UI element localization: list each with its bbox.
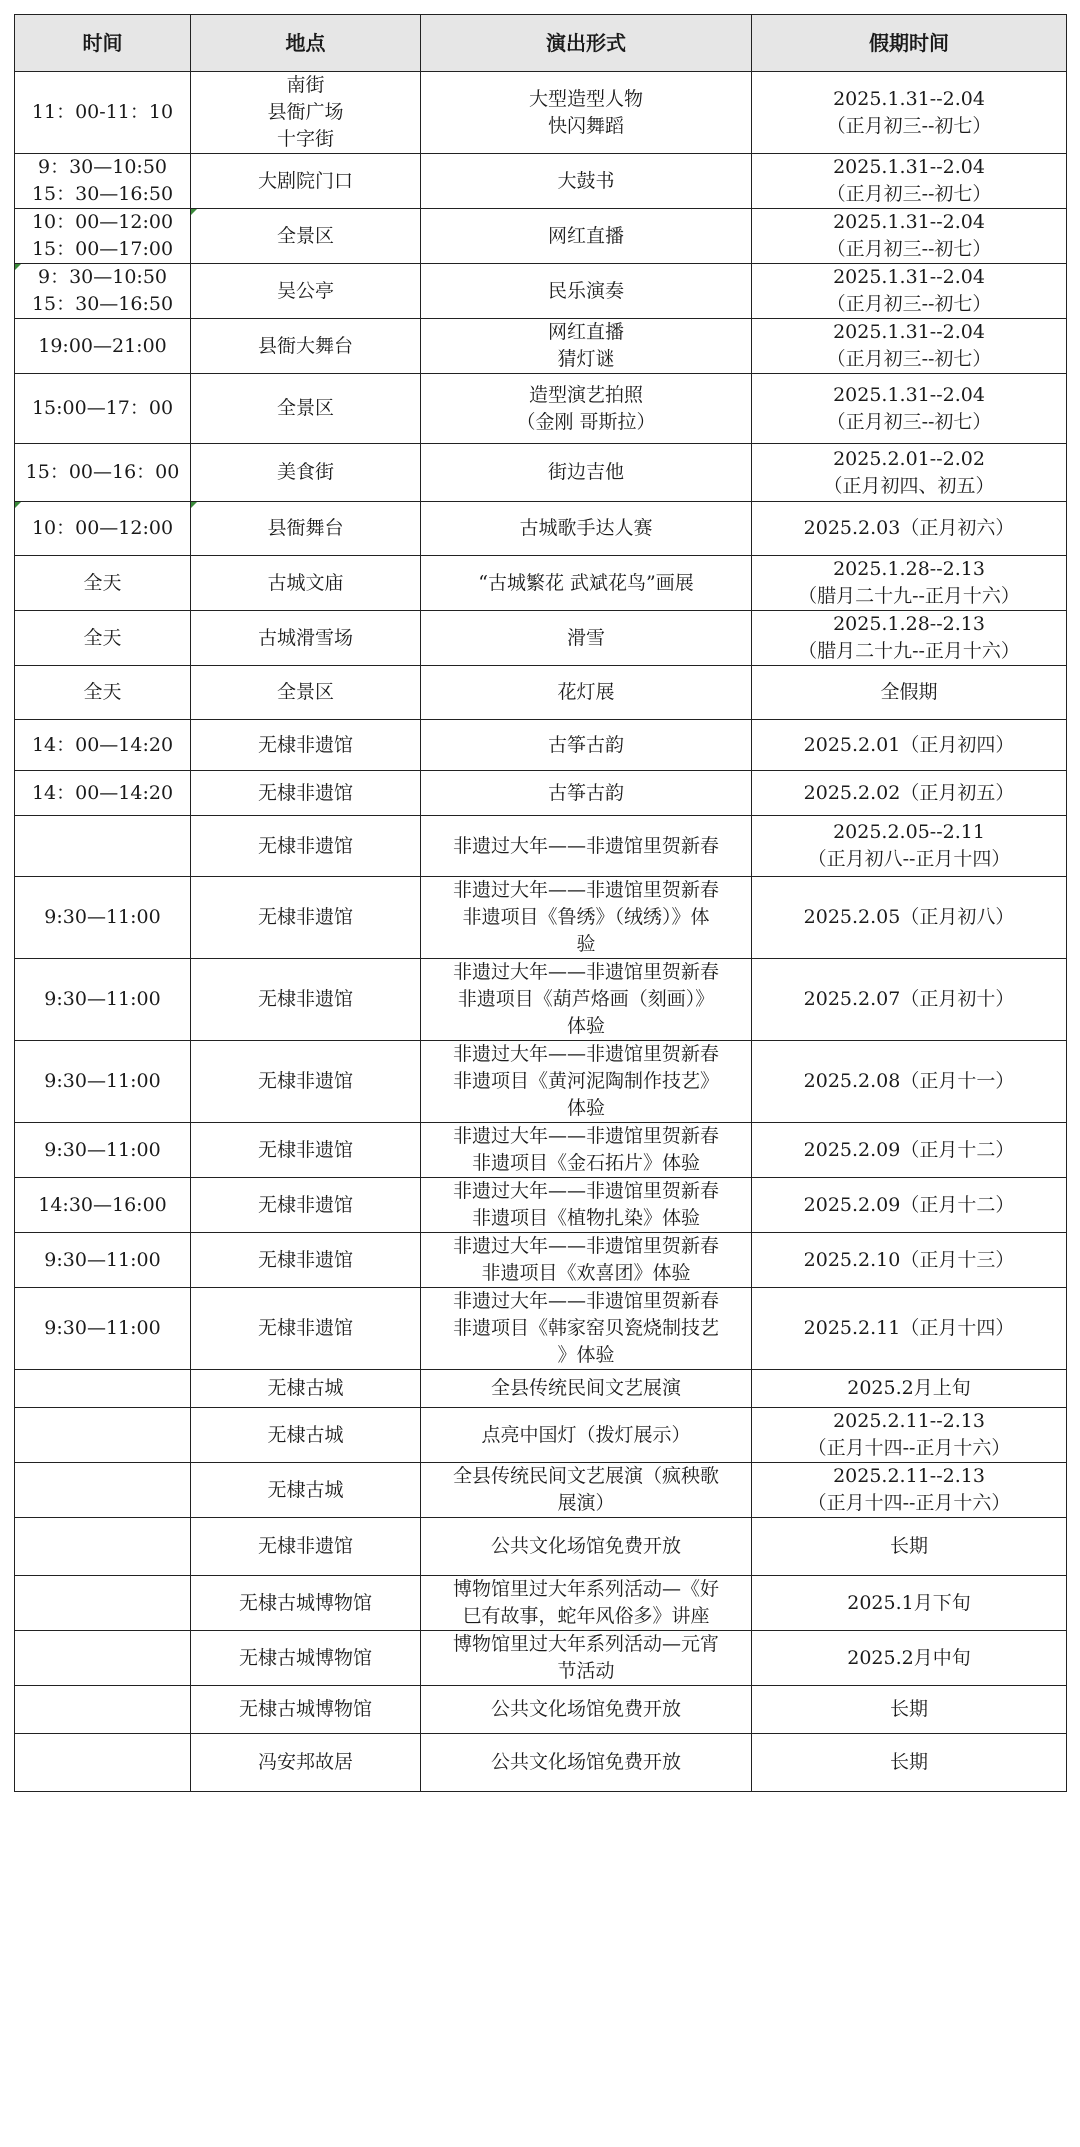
place-line: 无棣古城 bbox=[267, 1478, 344, 1501]
cell-form bbox=[421, 771, 752, 816]
cell-date bbox=[752, 1463, 1067, 1518]
place-line: 古城滑雪场 bbox=[257, 626, 353, 649]
cell-date bbox=[752, 72, 1067, 154]
place-line: 无棣非遗馆 bbox=[257, 1138, 353, 1161]
date-line: 2025.2.01--2.02 bbox=[833, 447, 985, 470]
date-line: 2025.2.09（正月十二） bbox=[803, 1138, 1015, 1161]
header-form: 演出形式 bbox=[421, 15, 752, 72]
cell-form bbox=[421, 1686, 752, 1734]
form-line: 街边吉他 bbox=[547, 461, 624, 483]
cell-place bbox=[191, 444, 421, 502]
date-line: （腊月二十九--正月十六） bbox=[798, 640, 1020, 662]
time-line: 全天 bbox=[83, 681, 122, 703]
form-line: 非遗项目《金石拓片》体验 bbox=[471, 1152, 700, 1174]
table-row bbox=[15, 556, 1067, 611]
cell-date bbox=[752, 816, 1067, 877]
place-line: 南街 bbox=[286, 74, 325, 96]
form-line: 古城歌手达人赛 bbox=[519, 517, 653, 539]
time-line: 15：30—16:50 bbox=[31, 183, 174, 205]
cell-form bbox=[421, 1370, 752, 1408]
date-line: 2025.2.10（正月十三） bbox=[803, 1248, 1015, 1271]
place-line: 十字街 bbox=[276, 128, 334, 150]
cell-form bbox=[421, 1518, 752, 1576]
form-line: 公共文化场馆免费开放 bbox=[490, 1535, 681, 1557]
date-line: （正月十四--正月十六） bbox=[807, 1492, 1011, 1514]
place-line: 无棣非遗馆 bbox=[257, 1317, 353, 1339]
form-line: 民乐演奏 bbox=[547, 279, 624, 302]
table-row bbox=[15, 444, 1067, 502]
time-line: 9：30—10:50 bbox=[37, 156, 168, 178]
cell-date bbox=[752, 1233, 1067, 1288]
cell-date bbox=[752, 959, 1067, 1041]
cell-place bbox=[191, 374, 421, 444]
form-line: 非遗过大年——非遗馆里贺新春 bbox=[452, 834, 719, 857]
cell-place bbox=[191, 1178, 421, 1233]
form-line: 非遗项目《韩家窑贝瓷烧制技艺 bbox=[452, 1317, 719, 1339]
form-line: 体验 bbox=[566, 1015, 605, 1037]
header-place: 地点 bbox=[191, 15, 421, 72]
form-line: 大鼓书 bbox=[557, 169, 615, 192]
place-line: 无棣非遗馆 bbox=[257, 1070, 353, 1092]
place-line: 无棣古城博物馆 bbox=[238, 1591, 372, 1614]
date-line: 2025.1.28--2.13 bbox=[833, 613, 985, 635]
cell-time bbox=[15, 877, 191, 959]
cell-form bbox=[421, 264, 752, 319]
date-line: （正月初三--初七） bbox=[826, 114, 992, 137]
cell-place bbox=[191, 1288, 421, 1370]
cell-date bbox=[752, 1288, 1067, 1370]
cell-place bbox=[191, 1370, 421, 1408]
cell-time bbox=[15, 1178, 191, 1233]
place-line: 无棣非遗馆 bbox=[257, 906, 353, 928]
cell-date bbox=[752, 209, 1067, 264]
date-line: （正月初三--初七） bbox=[826, 238, 992, 260]
date-line: 2025.1.31--2.04 bbox=[833, 266, 985, 288]
date-line: 2025.1.31--2.04 bbox=[833, 156, 985, 178]
cell-place bbox=[191, 959, 421, 1041]
table-row bbox=[15, 1518, 1067, 1576]
date-line: （正月初三--初七） bbox=[826, 293, 992, 315]
table-row bbox=[15, 1370, 1067, 1408]
table-row bbox=[15, 72, 1067, 154]
table-row bbox=[15, 374, 1067, 444]
date-line: 长期 bbox=[889, 1698, 928, 1720]
cell-date bbox=[752, 374, 1067, 444]
time-line: 14：00—14:20 bbox=[31, 733, 174, 756]
schedule-document bbox=[14, 14, 1066, 1792]
cell-place bbox=[191, 1408, 421, 1463]
cell-place bbox=[191, 72, 421, 154]
table-row bbox=[15, 877, 1067, 959]
cell-time bbox=[15, 319, 191, 374]
cell-form bbox=[421, 1734, 752, 1792]
date-line: 2025.1.31--2.04 bbox=[833, 383, 985, 406]
table-row bbox=[15, 1123, 1067, 1178]
cell-place bbox=[191, 209, 421, 264]
form-line: 非遗过大年——非遗馆里贺新春 bbox=[452, 1290, 719, 1312]
cell-date bbox=[752, 1178, 1067, 1233]
time-line: 9:30—11:00 bbox=[44, 906, 161, 928]
date-line: 2025.2.02（正月初五） bbox=[803, 781, 1015, 804]
table-row bbox=[15, 1576, 1067, 1631]
cell-form bbox=[421, 877, 752, 959]
table-row bbox=[15, 1233, 1067, 1288]
cell-place bbox=[191, 319, 421, 374]
form-line: “古城繁花 武斌花鸟”画展 bbox=[478, 571, 694, 594]
form-line: 展演） bbox=[557, 1492, 615, 1514]
cell-time bbox=[15, 374, 191, 444]
table-row bbox=[15, 1734, 1067, 1792]
form-line: 博物馆里过大年系列活动—《好 bbox=[452, 1578, 719, 1600]
cell-place bbox=[191, 666, 421, 720]
cell-place bbox=[191, 264, 421, 319]
cell-time bbox=[15, 502, 191, 556]
cell-form bbox=[421, 1041, 752, 1123]
place-line: 无棣非遗馆 bbox=[257, 1193, 353, 1216]
table-row bbox=[15, 1408, 1067, 1463]
form-line: 非遗过大年——非遗馆里贺新春 bbox=[452, 1125, 719, 1147]
form-line: 验 bbox=[576, 933, 596, 955]
cell-form bbox=[421, 666, 752, 720]
cell-date bbox=[752, 319, 1067, 374]
cell-time bbox=[15, 1041, 191, 1123]
place-line: 全景区 bbox=[276, 224, 334, 247]
cell-time bbox=[15, 556, 191, 611]
cell-place bbox=[191, 502, 421, 556]
form-line: 全县传统民间文艺展演（疯秧歌 bbox=[452, 1465, 719, 1487]
place-line: 美食街 bbox=[276, 461, 334, 483]
cell-place bbox=[191, 1518, 421, 1576]
cell-time bbox=[15, 1518, 191, 1576]
cell-time bbox=[15, 209, 191, 264]
cell-form bbox=[421, 319, 752, 374]
cell-time bbox=[15, 959, 191, 1041]
cell-date bbox=[752, 771, 1067, 816]
place-line: 无棣古城 bbox=[267, 1423, 344, 1446]
cell-place bbox=[191, 1463, 421, 1518]
form-line: 公共文化场馆免费开放 bbox=[490, 1751, 681, 1773]
cell-date bbox=[752, 444, 1067, 502]
cell-date bbox=[752, 1123, 1067, 1178]
cell-date bbox=[752, 1518, 1067, 1576]
cell-form bbox=[421, 1463, 752, 1518]
cell-time bbox=[15, 771, 191, 816]
form-line: 非遗项目《植物扎染》体验 bbox=[471, 1207, 700, 1229]
cell-place bbox=[191, 877, 421, 959]
time-line: 14：00—14:20 bbox=[31, 781, 174, 804]
cell-time bbox=[15, 611, 191, 666]
time-line: 全天 bbox=[83, 626, 122, 649]
time-line: 9：30—10:50 bbox=[37, 266, 168, 288]
place-line: 无棣非遗馆 bbox=[257, 781, 353, 804]
cell-form bbox=[421, 1576, 752, 1631]
table-row bbox=[15, 666, 1067, 720]
cell-time bbox=[15, 1631, 191, 1686]
cell-time bbox=[15, 1123, 191, 1178]
time-line: 10：00—12:00 bbox=[31, 211, 174, 233]
cell-date bbox=[752, 502, 1067, 556]
place-line: 无棣古城博物馆 bbox=[238, 1646, 372, 1669]
schedule-rows bbox=[15, 72, 1067, 1792]
cell-form bbox=[421, 720, 752, 771]
form-line: 非遗项目《黄河泥陶制作技艺》 bbox=[452, 1070, 719, 1092]
date-line: 2025.1.28--2.13 bbox=[833, 558, 985, 580]
table-row bbox=[15, 1178, 1067, 1233]
place-line: 无棣非遗馆 bbox=[257, 988, 353, 1010]
place-line: 无棣古城 bbox=[267, 1377, 344, 1399]
table-row bbox=[15, 154, 1067, 209]
form-line: 造型演艺拍照 bbox=[528, 383, 643, 406]
table-row bbox=[15, 816, 1067, 877]
date-line: （正月初三--初七） bbox=[826, 410, 992, 433]
date-line: 2025.1.31--2.04 bbox=[833, 321, 985, 343]
form-line: 非遗过大年——非遗馆里贺新春 bbox=[452, 879, 719, 901]
cell-time bbox=[15, 154, 191, 209]
date-line: 2025.2.11--2.13 bbox=[833, 1410, 985, 1432]
place-line: 古城文庙 bbox=[267, 571, 344, 594]
place-line: 无棣非遗馆 bbox=[257, 733, 353, 756]
time-line: 9:30—11:00 bbox=[44, 1070, 161, 1092]
table-row bbox=[15, 771, 1067, 816]
date-line: 2025.1.31--2.04 bbox=[833, 87, 985, 110]
form-line: 非遗项目《葫芦烙画（刻画）》 bbox=[457, 988, 715, 1010]
cell-place bbox=[191, 720, 421, 771]
cell-place bbox=[191, 816, 421, 877]
cell-time bbox=[15, 1233, 191, 1288]
cell-place bbox=[191, 1734, 421, 1792]
date-line: 2025.1月下旬 bbox=[847, 1591, 971, 1614]
place-line: 无棣非遗馆 bbox=[257, 834, 353, 857]
table-row bbox=[15, 319, 1067, 374]
place-line: 县衙舞台 bbox=[267, 517, 344, 539]
place-line: 无棣非遗馆 bbox=[257, 1535, 353, 1557]
date-line: 2025.2.09（正月十二） bbox=[803, 1193, 1015, 1216]
cell-place bbox=[191, 556, 421, 611]
place-line: 县衙广场 bbox=[267, 101, 344, 123]
form-line: 非遗过大年——非遗馆里贺新春 bbox=[452, 1235, 719, 1257]
place-line: 全景区 bbox=[276, 397, 334, 419]
place-line: 无棣非遗馆 bbox=[257, 1248, 353, 1271]
time-line: 15：00—16：00 bbox=[25, 461, 180, 483]
form-line: 点亮中国灯（拨灯展示） bbox=[481, 1423, 691, 1446]
cell-form bbox=[421, 816, 752, 877]
time-line: 14:30—16:00 bbox=[38, 1193, 167, 1216]
place-line: 吴公亭 bbox=[276, 279, 334, 302]
form-line: 非遗过大年——非遗馆里贺新春 bbox=[452, 961, 719, 983]
time-line: 9:30—11:00 bbox=[44, 1248, 161, 1271]
table-row bbox=[15, 1463, 1067, 1518]
time-line: 19:00—21:00 bbox=[38, 334, 167, 357]
cell-place bbox=[191, 1041, 421, 1123]
date-line: 长期 bbox=[889, 1751, 928, 1773]
table-row bbox=[15, 264, 1067, 319]
cell-time bbox=[15, 1576, 191, 1631]
cell-place bbox=[191, 154, 421, 209]
header-time: 时间 bbox=[15, 15, 191, 72]
table-row bbox=[15, 611, 1067, 666]
cell-form bbox=[421, 154, 752, 209]
cell-time bbox=[15, 1288, 191, 1370]
form-line: 猜灯谜 bbox=[557, 348, 615, 370]
time-line: 11：00-11：10 bbox=[31, 101, 174, 123]
cell-date bbox=[752, 1370, 1067, 1408]
date-line: 2025.2.08（正月十一） bbox=[803, 1070, 1015, 1092]
date-line: 2025.2月中旬 bbox=[847, 1646, 971, 1669]
cell-time bbox=[15, 666, 191, 720]
form-line: 大型造型人物 bbox=[528, 87, 643, 110]
cell-form bbox=[421, 556, 752, 611]
form-line: 节活动 bbox=[557, 1660, 615, 1682]
form-line: 全县传统民间文艺展演 bbox=[490, 1377, 681, 1399]
cell-form bbox=[421, 209, 752, 264]
form-line: 公共文化场馆免费开放 bbox=[490, 1698, 681, 1720]
date-line: （正月初四、初五） bbox=[823, 474, 995, 497]
form-line: 滑雪 bbox=[566, 626, 605, 649]
table-row bbox=[15, 959, 1067, 1041]
cell-time bbox=[15, 72, 191, 154]
form-line: 》体验 bbox=[557, 1344, 615, 1366]
cell-form bbox=[421, 611, 752, 666]
date-line: 2025.2.11--2.13 bbox=[833, 1465, 985, 1487]
date-line: 2025.2.07（正月初十） bbox=[803, 988, 1015, 1010]
cell-date bbox=[752, 1576, 1067, 1631]
cell-form bbox=[421, 959, 752, 1041]
cell-form bbox=[421, 1288, 752, 1370]
date-line: （正月初三--初七） bbox=[826, 348, 992, 370]
place-line: 大剧院门口 bbox=[257, 169, 353, 192]
form-line: 非遗项目《鲁绣》（绒绣）》体 bbox=[462, 906, 710, 928]
cell-form bbox=[421, 1233, 752, 1288]
cell-date bbox=[752, 1686, 1067, 1734]
header-row bbox=[15, 15, 1067, 72]
form-line: 非遗过大年——非遗馆里贺新春 bbox=[452, 1043, 719, 1065]
time-line: 15：00—17:00 bbox=[31, 238, 174, 260]
time-line: 9:30—11:00 bbox=[44, 988, 161, 1010]
form-line: 非遗项目《欢喜团》体验 bbox=[481, 1262, 691, 1284]
date-line: 2025.2月上旬 bbox=[847, 1377, 971, 1399]
form-line: （金刚 哥斯拉） bbox=[516, 410, 656, 433]
cell-date bbox=[752, 720, 1067, 771]
form-line: 非遗过大年——非遗馆里贺新春 bbox=[452, 1180, 719, 1202]
cell-date bbox=[752, 666, 1067, 720]
cell-time bbox=[15, 1408, 191, 1463]
cell-place bbox=[191, 1686, 421, 1734]
table-row bbox=[15, 1041, 1067, 1123]
date-line: 2025.2.05（正月初八） bbox=[803, 906, 1015, 928]
cell-date bbox=[752, 877, 1067, 959]
cell-form bbox=[421, 72, 752, 154]
cell-date bbox=[752, 611, 1067, 666]
cell-time bbox=[15, 1734, 191, 1792]
date-line: （正月十四--正月十六） bbox=[807, 1437, 1011, 1459]
cell-form bbox=[421, 1178, 752, 1233]
cell-date bbox=[752, 1631, 1067, 1686]
cell-date bbox=[752, 1041, 1067, 1123]
table-row bbox=[15, 1631, 1067, 1686]
table-row bbox=[15, 209, 1067, 264]
cell-place bbox=[191, 1576, 421, 1631]
form-line: 巳有故事，蛇年风俗多》讲座 bbox=[462, 1605, 710, 1627]
header-date: 假期时间 bbox=[752, 15, 1067, 72]
cell-date bbox=[752, 1734, 1067, 1792]
time-line: 9:30—11:00 bbox=[44, 1138, 161, 1161]
cell-form bbox=[421, 1123, 752, 1178]
cell-time bbox=[15, 444, 191, 502]
time-line: 全天 bbox=[83, 571, 122, 594]
cell-time bbox=[15, 1686, 191, 1734]
cell-time bbox=[15, 816, 191, 877]
cell-date bbox=[752, 556, 1067, 611]
form-line: 快闪舞蹈 bbox=[547, 114, 624, 137]
form-line: 古筝古韵 bbox=[547, 733, 624, 756]
date-line: （正月初三--初七） bbox=[826, 183, 992, 205]
cell-date bbox=[752, 154, 1067, 209]
date-line: （正月初八--正月十四） bbox=[807, 848, 1011, 870]
form-line: 网红直播 bbox=[547, 321, 624, 343]
date-line: 2025.2.03（正月初六） bbox=[803, 517, 1015, 539]
cell-form bbox=[421, 444, 752, 502]
date-line: 2025.2.05--2.11 bbox=[833, 821, 985, 843]
date-line: 长期 bbox=[889, 1535, 928, 1557]
place-line: 冯安邦故居 bbox=[257, 1751, 353, 1773]
date-line: 2025.2.11（正月十四） bbox=[803, 1317, 1015, 1339]
cell-place bbox=[191, 1123, 421, 1178]
cell-date bbox=[752, 1408, 1067, 1463]
cell-time bbox=[15, 1370, 191, 1408]
cell-time bbox=[15, 720, 191, 771]
table-row bbox=[15, 1686, 1067, 1734]
cell-place bbox=[191, 1631, 421, 1686]
schedule-table bbox=[14, 14, 1067, 1792]
cell-date bbox=[752, 264, 1067, 319]
form-line: 网红直播 bbox=[547, 224, 624, 247]
date-line: 全假期 bbox=[880, 681, 938, 703]
cell-place bbox=[191, 611, 421, 666]
date-line: 2025.1.31--2.04 bbox=[833, 211, 985, 233]
place-line: 无棣古城博物馆 bbox=[238, 1698, 372, 1720]
time-line: 9:30—11:00 bbox=[44, 1317, 161, 1339]
place-line: 县衙大舞台 bbox=[257, 334, 353, 357]
form-line: 博物馆里过大年系列活动—元宵 bbox=[452, 1633, 719, 1655]
form-line: 古筝古韵 bbox=[547, 781, 624, 804]
form-line: 体验 bbox=[566, 1097, 605, 1119]
date-line: 2025.2.01（正月初四） bbox=[803, 733, 1015, 756]
cell-form bbox=[421, 502, 752, 556]
cell-place bbox=[191, 771, 421, 816]
date-line: （腊月二十九--正月十六） bbox=[798, 585, 1020, 607]
table-row bbox=[15, 1288, 1067, 1370]
cell-time bbox=[15, 264, 191, 319]
time-line: 10：00—12:00 bbox=[31, 517, 174, 539]
cell-form bbox=[421, 1631, 752, 1686]
table-row bbox=[15, 720, 1067, 771]
time-line: 15:00—17：00 bbox=[31, 397, 174, 419]
cell-place bbox=[191, 1233, 421, 1288]
cell-form bbox=[421, 374, 752, 444]
place-line: 全景区 bbox=[276, 681, 334, 703]
table-row bbox=[15, 502, 1067, 556]
time-line: 15：30—16:50 bbox=[31, 293, 174, 315]
form-line: 花灯展 bbox=[557, 681, 615, 703]
cell-form bbox=[421, 1408, 752, 1463]
cell-time bbox=[15, 1463, 191, 1518]
